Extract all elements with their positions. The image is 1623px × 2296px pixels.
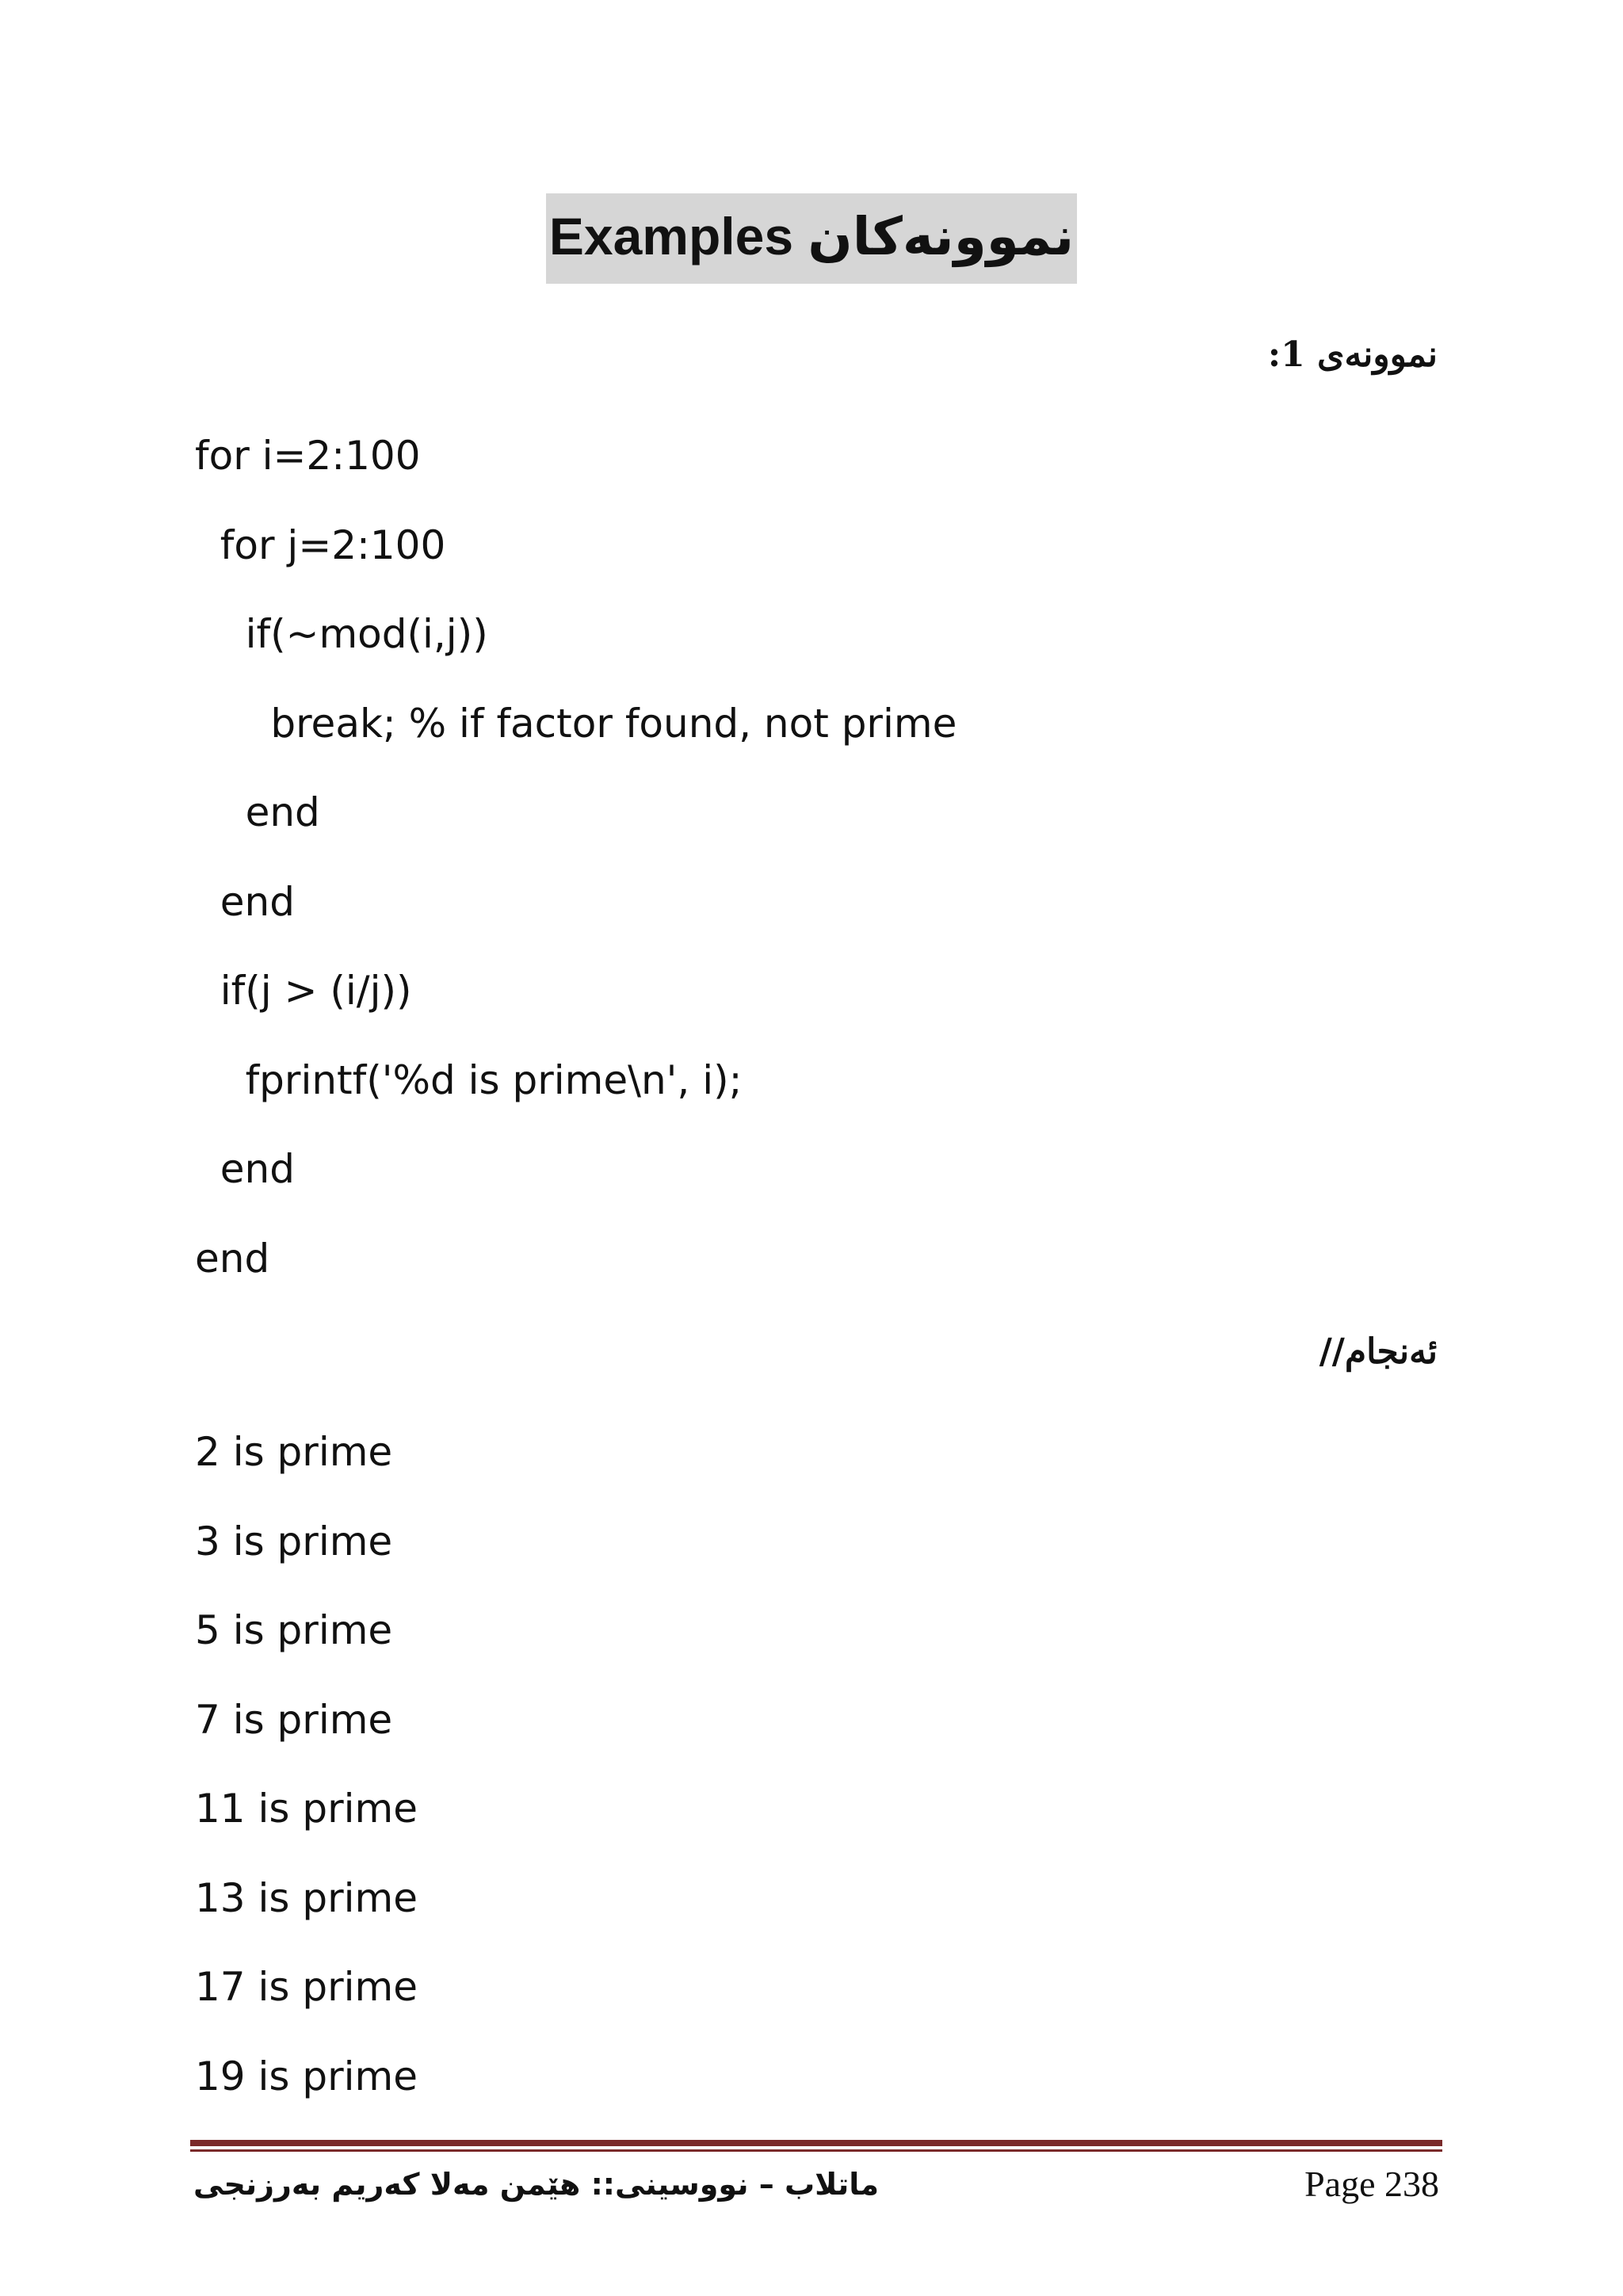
output-line: 3 is prime bbox=[195, 1518, 393, 1564]
output-line: 5 is prime bbox=[195, 1607, 393, 1653]
output-line: 19 is prime bbox=[195, 2053, 418, 2099]
footer-divider-thin bbox=[190, 2149, 1442, 2152]
code-line: for j=2:100 bbox=[195, 521, 446, 568]
code-line: end bbox=[195, 789, 320, 835]
code-line: end bbox=[195, 878, 295, 925]
page-title: Examples نموونه‌كان bbox=[546, 193, 1077, 284]
footer-author: ماتلاب – نووسینی:: هێمن مەلا کەریم بەرزنجی bbox=[193, 2167, 880, 2202]
code-block bbox=[195, 428, 957, 1320]
page-number: Page 238 bbox=[1304, 2164, 1439, 2204]
code-line: end bbox=[195, 1146, 295, 1192]
footer-divider-thick bbox=[190, 2140, 1442, 2146]
code-line: fprintf('%d is prime\n', i); bbox=[195, 1056, 743, 1103]
output-line: 11 is prime bbox=[195, 1786, 418, 1832]
code-line: end bbox=[195, 1235, 270, 1282]
result-label: ئەنجام// bbox=[1319, 1331, 1438, 1372]
code-line: if(~mod(i,j)) bbox=[195, 611, 488, 657]
code-line: if(j > (i/j)) bbox=[195, 968, 412, 1014]
output-line: 2 is prime bbox=[195, 1429, 393, 1475]
output-line: 7 is prime bbox=[195, 1696, 393, 1743]
code-line: for i=2:100 bbox=[195, 433, 421, 479]
output-line: 13 is prime bbox=[195, 1874, 418, 1921]
example-label: نموونەی 1: bbox=[1267, 334, 1438, 375]
title-container bbox=[0, 193, 1623, 284]
code-line: break; % if factor found, not prime bbox=[195, 700, 957, 747]
output-list bbox=[195, 1424, 418, 2137]
output-line: 17 is prime bbox=[195, 1964, 418, 2010]
